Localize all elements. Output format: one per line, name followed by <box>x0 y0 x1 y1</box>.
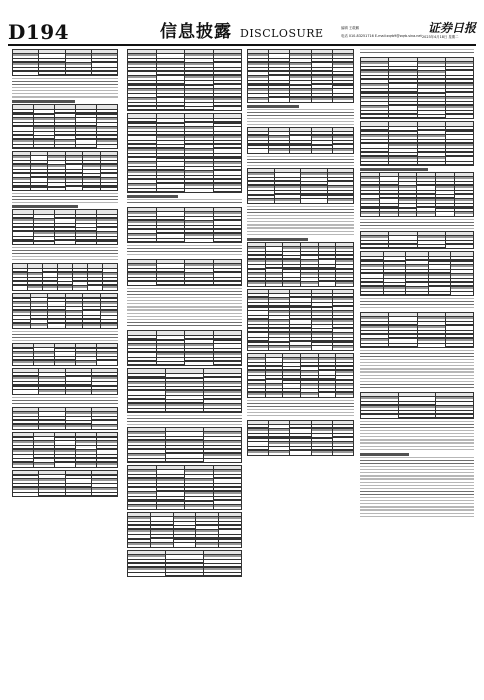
disclosure-table <box>12 470 118 497</box>
block-heading <box>247 238 308 241</box>
contact-info: 电话 010-83251716 E-mail:zqrb9@zqrb.sina.net <box>341 34 422 38</box>
disclosure-table <box>360 251 474 296</box>
header-rule <box>8 44 476 46</box>
disclosure-table <box>127 427 242 463</box>
block-heading <box>247 105 299 108</box>
text-block <box>127 415 242 425</box>
text-block <box>247 400 354 418</box>
text-block <box>127 245 242 257</box>
disclosure-table <box>247 242 354 287</box>
disclosure-table <box>127 550 242 577</box>
column-3 <box>247 48 354 692</box>
text-block <box>127 288 242 328</box>
disclosure-table <box>127 49 242 111</box>
column-1 <box>12 48 118 692</box>
disclosure-table <box>127 207 242 243</box>
disclosure-table <box>247 353 354 398</box>
editor-info: 编辑 王敢鹏 <box>341 26 360 30</box>
disclosure-table <box>360 392 474 419</box>
masthead <box>8 22 476 44</box>
text-block <box>12 247 118 261</box>
text-block <box>127 199 242 205</box>
column-2 <box>127 48 242 692</box>
text-block <box>360 49 474 55</box>
disclosure-table <box>247 168 354 204</box>
disclosure-table <box>12 263 118 290</box>
block-heading <box>127 195 178 198</box>
disclosure-table <box>360 312 474 348</box>
block-heading <box>360 168 428 171</box>
column-4 <box>360 48 474 692</box>
page-number: D194 <box>8 20 70 44</box>
block-heading <box>12 205 78 208</box>
section-title-en: DISCLOSURE <box>240 27 324 40</box>
disclosure-table <box>12 49 118 76</box>
disclosure-table <box>12 432 118 468</box>
text-block <box>360 219 474 229</box>
text-block <box>247 206 354 236</box>
text-block <box>12 193 118 203</box>
text-block <box>247 109 354 125</box>
issue-date: 2023年4月18日 星期二 <box>422 35 459 39</box>
disclosure-table <box>127 330 242 366</box>
disclosure-table <box>12 209 118 245</box>
section-title: 信息披露 <box>160 22 232 42</box>
disclosure-table <box>247 127 354 154</box>
disclosure-table <box>247 49 354 103</box>
text-block <box>360 298 474 310</box>
disclosure-table <box>127 465 242 510</box>
text-block <box>360 350 474 390</box>
disclosure-table <box>247 420 354 456</box>
block-heading <box>12 100 75 103</box>
disclosure-table <box>12 151 118 191</box>
block-heading <box>360 453 409 456</box>
disclosure-table <box>127 512 242 548</box>
disclosure-table <box>127 368 242 413</box>
text-block <box>360 457 474 517</box>
disclosure-table <box>12 104 118 149</box>
text-block <box>12 331 118 341</box>
disclosure-table <box>360 172 474 217</box>
text-block <box>12 78 118 98</box>
disclosure-table <box>127 259 242 286</box>
paper-logo: 证券日报 <box>428 21 477 35</box>
text-block <box>12 397 118 405</box>
disclosure-table <box>12 407 118 430</box>
disclosure-table <box>360 231 474 250</box>
disclosure-table <box>12 368 118 395</box>
disclosure-table <box>127 113 242 193</box>
disclosure-table <box>360 121 474 166</box>
disclosure-table <box>12 293 118 329</box>
text-block <box>247 156 354 166</box>
disclosure-table <box>247 289 354 351</box>
text-block <box>360 421 474 451</box>
disclosure-table <box>360 57 474 119</box>
disclosure-table <box>12 343 118 366</box>
